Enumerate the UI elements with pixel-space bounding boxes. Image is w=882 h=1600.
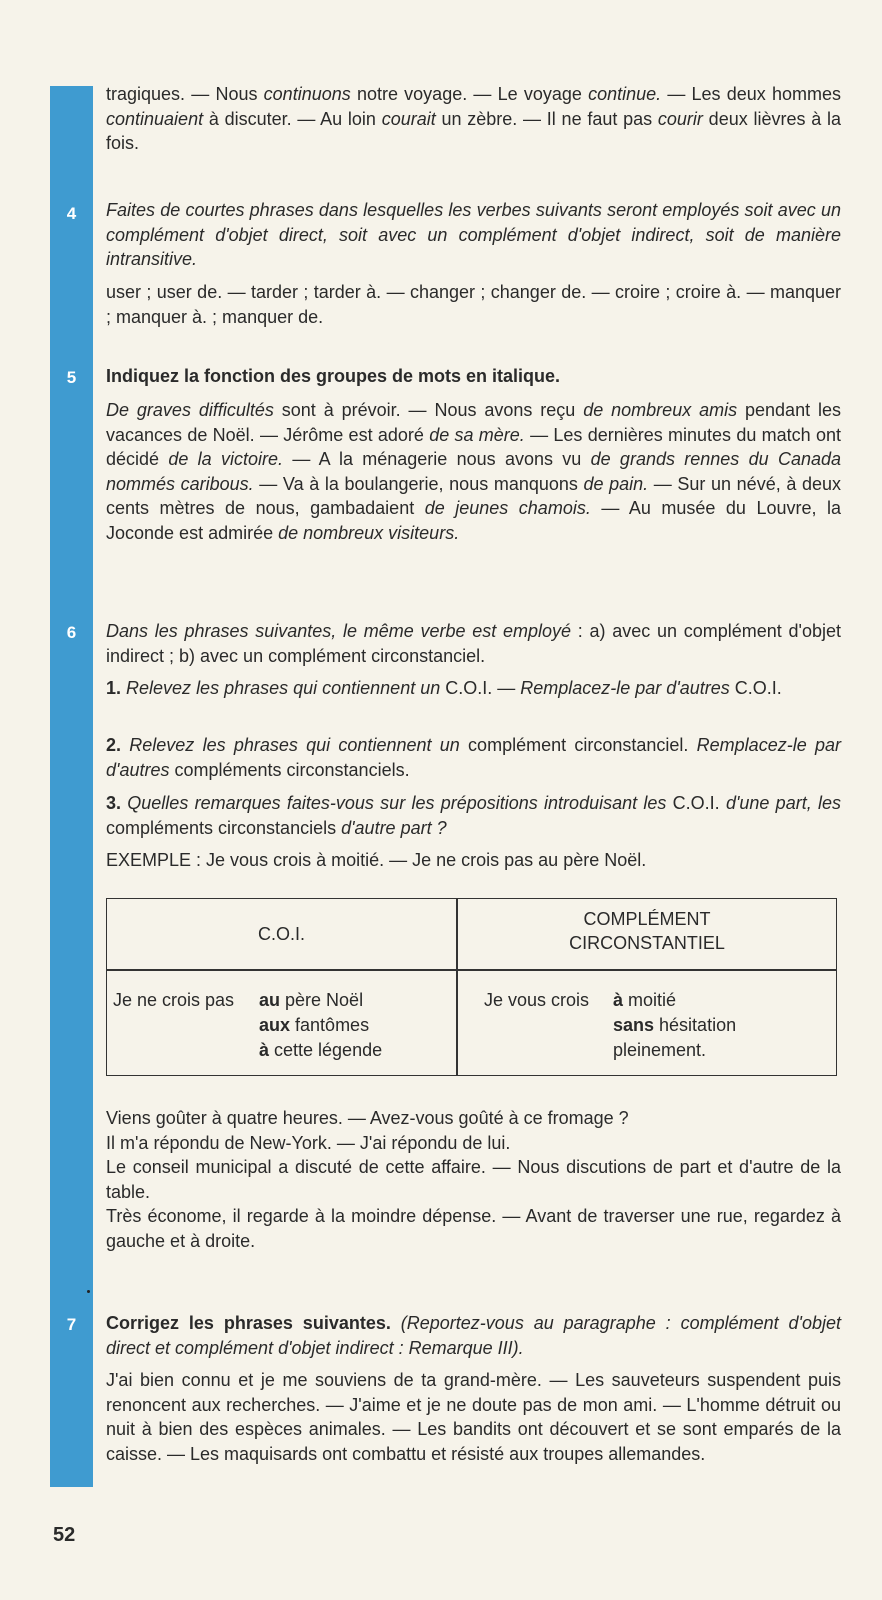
table-divider-horizontal [107, 969, 836, 971]
speck [87, 1290, 90, 1293]
exercise-number-4: 4 [66, 204, 77, 223]
table-cell-cc-lead: Je vous crois [484, 990, 590, 1010]
exercise-number-6: 6 [66, 623, 77, 642]
exercise-7-instruction: Corrigez les phrases suivantes. (Reportez-vous au paragraphe : complément d'objet direct et complément d'objet indirect : Remarque III). [106, 1313, 841, 1358]
table-cell-coi-list: au père Noël aux fantômes à cette légende [259, 990, 383, 1060]
exercise-4-body: user ; user de. — tarder ; tarder à. — changer ; changer de. — croire ; croire à. — manquer ; manquer à. ; manquer de. [106, 282, 841, 327]
exercise-number-5: 5 [66, 368, 77, 387]
exercise-number-7: 7 [66, 1315, 77, 1334]
exercise-5-body: De graves difficultés sont à prévoir. — Nous avons reçu de nombreux amis pendant les vacances de Noël. — Jérôme est adoré de sa mère. — Les dernières minutes du match ont décidé de la victoire. — A la ménagerie nous avons vu de grands rennes du Canada nommés caribous. — Va à la boulangerie, nous manquons de pain. — Sur un névé, à deux cents mètres de nous, gambadaient de jeunes chamois. — Au musée du Louvre, la Joconde est admirée de nombreux visiteurs. [106, 400, 841, 543]
exercise-6-item-1: 1. Relevez les phrases qui contiennent un C.O.I. — Remplacez-le par d'autres C.O.I. [106, 678, 782, 698]
table-header-coi: C.O.I. [257, 924, 305, 944]
sentence-line: Très économe, il regarde à la moindre dépense. — Avant de traverser une rue, regardez à gauche et à droite. [106, 1206, 841, 1251]
exercise-5-instruction: Indiquez la fonction des groupes de mots en italique. [106, 366, 561, 386]
sentence-line: Le conseil municipal a discuté de cette affaire. — Nous discutions de part et d'autre de la table. [106, 1157, 841, 1202]
table-header-cc: COMPLÉMENT CIRCONSTANTIEL [569, 909, 725, 953]
exercise-7-body: J'ai bien connu et je me souviens de ta grand-mère. — Les sauveteurs suspendent puis renoncent aux recherches. — J'aime et je ne doute pas de mon ami. — L'homme détruit ou nuit à bien des espèces animales. — Les bandits ont découvert et se sont emparés de la caisse. — Les maquisards ont combattu et résisté aux troupes allemandes. [106, 1370, 841, 1464]
exercise-6-item-2: 2. Relevez les phrases qui contiennent un complément circonstanciel. Remplacez-le par d'autres compléments circonstanciels. [106, 735, 841, 780]
side-color-bar [50, 86, 93, 1487]
table-cell-cc-list: à moitié sans hésitation pleinement. [613, 990, 737, 1060]
exercise-4-instruction: Faites de courtes phrases dans lesquelles les verbes suivants seront employés soit avec un complément d'objet direct, soit avec un complément d'objet indirect, soit de manière intransitive. [106, 200, 841, 269]
coi-table [106, 898, 837, 1076]
continued-text: tragiques. — Nous continuons notre voyage. — Le voyage continue. — Les deux hommes continuaient à discuter. — Au loin courait un zèbre. — Il ne faut pas courir deux lièvres à la fois. [106, 84, 842, 153]
page-number: 52 [53, 1524, 76, 1546]
table-cell-coi-lead: Je ne crois pas [113, 990, 235, 1010]
exercise-6-instruction: Dans les phrases suivantes, le même verbe est employé : a) avec un complément d'objet indirect ; b) avec un complément circonstanciel. [106, 621, 841, 666]
sentence-line: Il m'a répondu de New-York. — J'ai répondu de lui. [106, 1132, 511, 1153]
exercise-6-item-3: 3. Quelles remarques faites-vous sur les prépositions introduisant les C.O.I. d'une part, les compléments circonstanciels d'autre part ? [106, 793, 841, 838]
exercise-6-sentences [106, 1106, 841, 1253]
exercise-6-example: EXEMPLE : Je vous crois à moitié. — Je ne crois pas au père Noël. [106, 850, 647, 870]
sentence-line: Viens goûter à quatre heures. — Avez-vous goûté à ce fromage ? [106, 1108, 629, 1128]
